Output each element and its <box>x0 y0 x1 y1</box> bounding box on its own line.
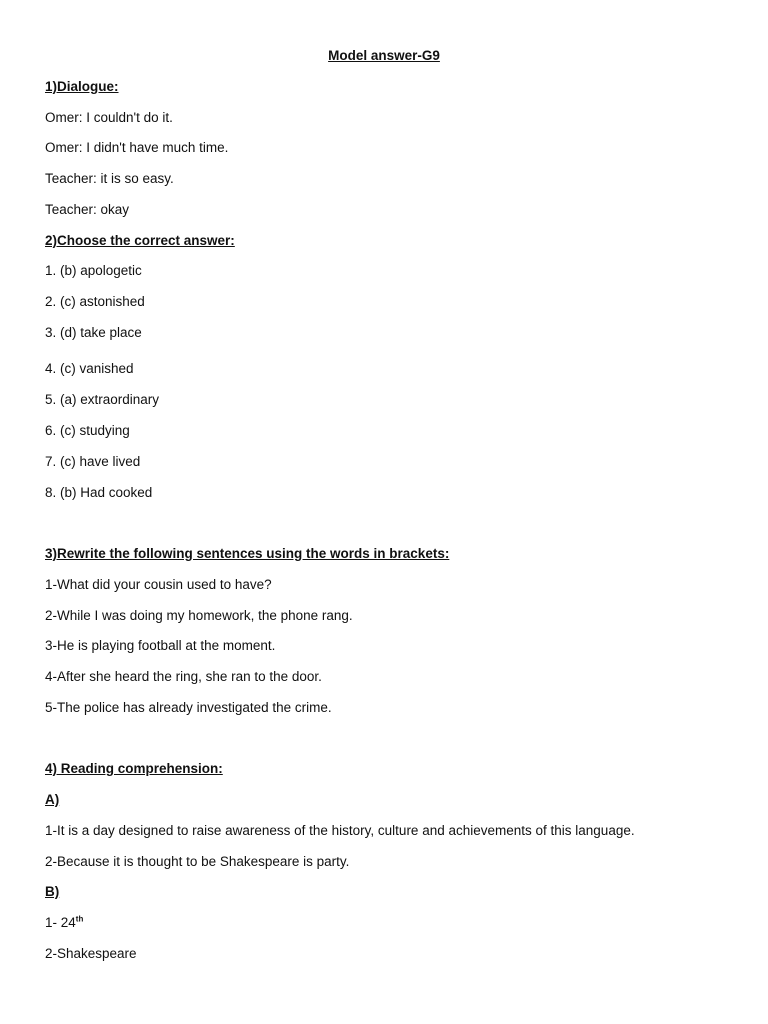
answer-item: 1-What did your cousin used to have? <box>45 577 272 592</box>
section-heading-choose: 2)Choose the correct answer: <box>45 233 235 248</box>
answer-item: 3-He is playing football at the moment. <box>45 638 276 653</box>
section-heading-rewrite: 3)Rewrite the following sentences using the words in brackets: <box>45 546 450 561</box>
answer-item: 1-It is a day designed to raise awareness of the history, culture and achievements of this language. <box>45 823 635 838</box>
answer-item: 5-The police has already investigated the crime. <box>45 700 332 715</box>
answer-item: 1. (b) apologetic <box>45 263 142 278</box>
dialogue-line: Teacher: it is so easy. <box>45 171 174 186</box>
answer-item: 3. (d) take place <box>45 325 142 340</box>
answer-item: 5. (a) extraordinary <box>45 392 160 407</box>
section-heading-reading: 4) Reading comprehension: <box>45 761 223 776</box>
ordinal-suffix: th <box>75 914 84 924</box>
dialogue-line: Omer: I didn't have much time. <box>45 140 229 155</box>
dialogue-line: Teacher: okay <box>45 202 130 217</box>
answer-item: 7. (c) have lived <box>45 454 141 469</box>
page-title: Model answer-G9 <box>328 48 440 63</box>
answer-item: 2. (c) astonished <box>45 294 145 309</box>
answer-item: 2-Because it is thought to be Shakespeare is party. <box>45 854 350 869</box>
answer-item: 8. (b) Had cooked <box>45 485 153 500</box>
part-label-a: A) <box>45 792 60 807</box>
answer-item <box>45 914 83 932</box>
dialogue-line: Omer: I couldn't do it. <box>45 110 173 125</box>
section-heading-dialogue: 1)Dialogue: <box>45 79 119 94</box>
answer-text: 1- 24 <box>45 915 76 930</box>
answer-item: 4-After she heard the ring, she ran to the door. <box>45 669 322 684</box>
answer-item: 4. (c) vanished <box>45 361 134 376</box>
answer-item: 2-Shakespeare <box>45 946 137 961</box>
part-label-b: B) <box>45 884 60 899</box>
answer-item: 6. (c) studying <box>45 423 130 438</box>
answer-item: 2-While I was doing my homework, the phone rang. <box>45 608 353 623</box>
